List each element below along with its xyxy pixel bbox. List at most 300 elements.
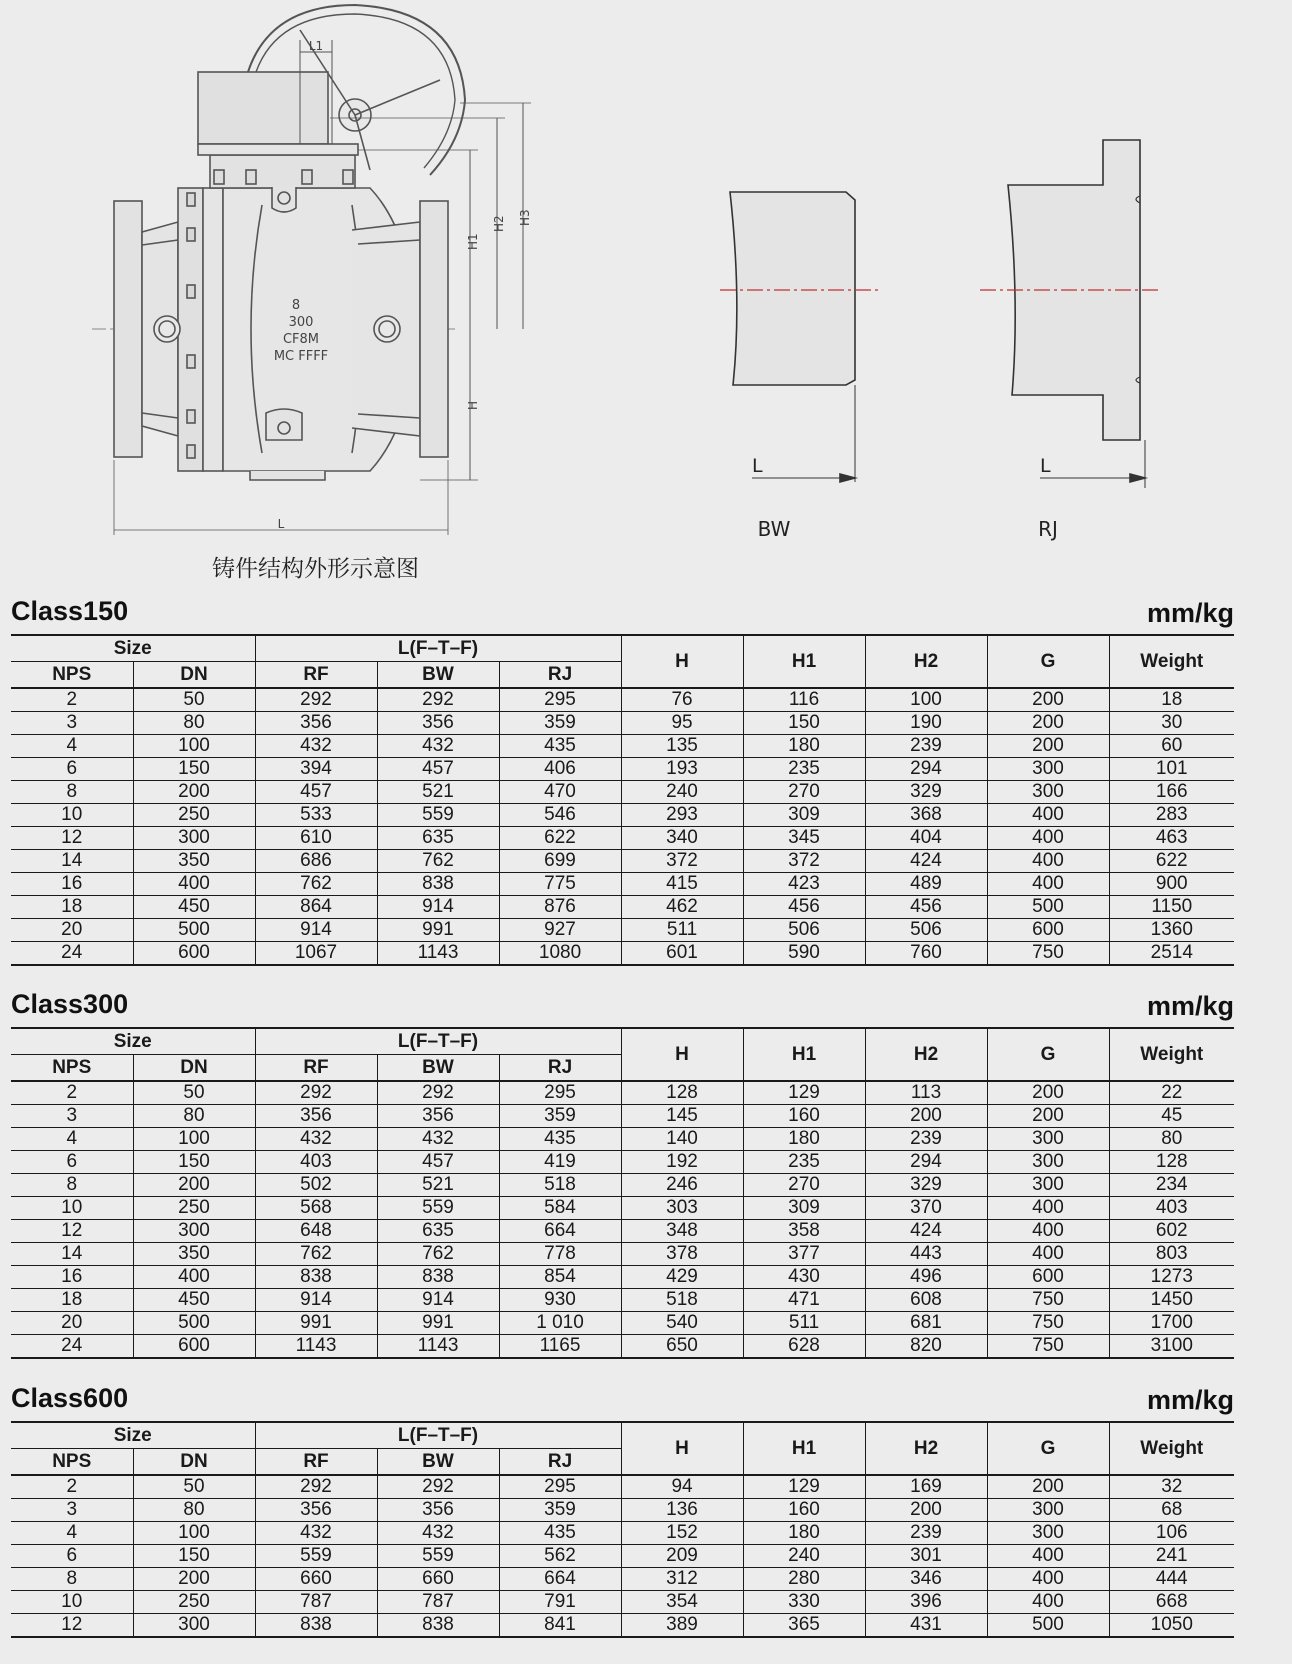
cell-g: 500: [987, 1614, 1109, 1638]
header-h: H: [621, 1028, 743, 1081]
cell-h: 462: [621, 896, 743, 919]
cell-g: 200: [987, 688, 1109, 712]
cell-rj: 359: [499, 1105, 621, 1128]
cell-rf: 292: [255, 1081, 377, 1105]
cell-h: 303: [621, 1197, 743, 1220]
cell-nps: 3: [11, 1105, 133, 1128]
table-row: [11, 1081, 1234, 1105]
cell-h2: 496: [865, 1266, 987, 1289]
cell-h2: 820: [865, 1335, 987, 1359]
cell-dn: 150: [133, 1545, 255, 1568]
cell-nps: 16: [11, 1266, 133, 1289]
cell-weight: 1050: [1109, 1614, 1234, 1638]
cell-nps: 24: [11, 1335, 133, 1359]
unit-label: mm/kg: [1146, 1385, 1234, 1415]
cell-nps: 14: [11, 850, 133, 873]
cell-weight: 106: [1109, 1522, 1234, 1545]
cell-weight: 45: [1109, 1105, 1234, 1128]
cell-rj: 927: [499, 919, 621, 942]
cell-bw: 292: [377, 1475, 499, 1499]
cell-g: 600: [987, 1266, 1109, 1289]
cell-h2: 370: [865, 1197, 987, 1220]
cell-h: 389: [621, 1614, 743, 1638]
cell-bw: 787: [377, 1591, 499, 1614]
body-mark-2: 300: [288, 315, 314, 330]
header-g: G: [987, 1422, 1109, 1475]
cell-h2: 294: [865, 758, 987, 781]
cell-dn: 500: [133, 1312, 255, 1335]
cell-rj: 791: [499, 1591, 621, 1614]
cell-weight: 1150: [1109, 896, 1234, 919]
table-row: [11, 942, 1234, 966]
cell-bw: 521: [377, 1174, 499, 1197]
cell-weight: 1360: [1109, 919, 1234, 942]
cell-g: 400: [987, 1243, 1109, 1266]
cell-nps: 12: [11, 1220, 133, 1243]
cell-h: 601: [621, 942, 743, 966]
cell-bw: 432: [377, 1522, 499, 1545]
cell-h1: 270: [743, 781, 865, 804]
cell-h1: 280: [743, 1568, 865, 1591]
cell-bw: 457: [377, 1151, 499, 1174]
cell-nps: 8: [11, 781, 133, 804]
cell-h: 94: [621, 1475, 743, 1499]
cell-nps: 8: [11, 1568, 133, 1591]
class-title: Class300: [11, 989, 129, 1019]
cell-nps: 10: [11, 1591, 133, 1614]
header-dn: DN: [133, 1449, 255, 1476]
cell-weight: 101: [1109, 758, 1234, 781]
header-rj: RJ: [499, 1449, 621, 1476]
cell-rf: 432: [255, 1522, 377, 1545]
body-mark-1: 8: [291, 298, 301, 313]
cell-g: 300: [987, 1128, 1109, 1151]
cell-rf: 648: [255, 1220, 377, 1243]
cell-h1: 160: [743, 1105, 865, 1128]
bw-label: BW: [757, 517, 791, 541]
cell-h2: 239: [865, 1128, 987, 1151]
cell-rf: 432: [255, 735, 377, 758]
cell-rj: 930: [499, 1289, 621, 1312]
cell-nps: 18: [11, 1289, 133, 1312]
cell-rj: 778: [499, 1243, 621, 1266]
cell-nps: 2: [11, 1081, 133, 1105]
cell-weight: 283: [1109, 804, 1234, 827]
cell-h2: 113: [865, 1081, 987, 1105]
header-l-group: L(F–T–F): [255, 635, 621, 662]
cell-h: 429: [621, 1266, 743, 1289]
cell-rf: 686: [255, 850, 377, 873]
table-row: [11, 1174, 1234, 1197]
cell-h1: 309: [743, 804, 865, 827]
cell-h2: 608: [865, 1289, 987, 1312]
cell-g: 300: [987, 1522, 1109, 1545]
cell-rf: 787: [255, 1591, 377, 1614]
cell-bw: 292: [377, 1081, 499, 1105]
cell-h: 650: [621, 1335, 743, 1359]
table-row: [11, 1220, 1234, 1243]
cell-rf: 838: [255, 1614, 377, 1638]
cell-h: 152: [621, 1522, 743, 1545]
cell-h2: 329: [865, 781, 987, 804]
cell-rj: 359: [499, 712, 621, 735]
cell-weight: 1273: [1109, 1266, 1234, 1289]
pressure-class-section: [11, 594, 1234, 966]
cell-nps: 2: [11, 688, 133, 712]
cell-h: 354: [621, 1591, 743, 1614]
header-dn: DN: [133, 1055, 255, 1082]
header-size: Size: [11, 1422, 255, 1449]
table-row: [11, 1591, 1234, 1614]
cell-weight: 2514: [1109, 942, 1234, 966]
cell-nps: 24: [11, 942, 133, 966]
cell-dn: 500: [133, 919, 255, 942]
cell-nps: 4: [11, 735, 133, 758]
table-row: [11, 758, 1234, 781]
header-weight: Weight: [1109, 1028, 1234, 1081]
cell-nps: 16: [11, 873, 133, 896]
cell-rf: 432: [255, 1128, 377, 1151]
cell-g: 200: [987, 1081, 1109, 1105]
cell-g: 500: [987, 896, 1109, 919]
cell-nps: 4: [11, 1128, 133, 1151]
cell-rf: 838: [255, 1266, 377, 1289]
cell-rj: 841: [499, 1614, 621, 1638]
class-title: Class600: [11, 1383, 129, 1413]
cell-dn: 100: [133, 1128, 255, 1151]
cell-h: 340: [621, 827, 743, 850]
table-row: [11, 1128, 1234, 1151]
cell-rf: 914: [255, 919, 377, 942]
cell-g: 400: [987, 804, 1109, 827]
cell-h: 128: [621, 1081, 743, 1105]
cell-h2: 200: [865, 1499, 987, 1522]
cell-h1: 160: [743, 1499, 865, 1522]
cell-rj: 1080: [499, 942, 621, 966]
cell-dn: 100: [133, 735, 255, 758]
table-row: [11, 688, 1234, 712]
cell-weight: 241: [1109, 1545, 1234, 1568]
cell-h1: 180: [743, 735, 865, 758]
cell-rj: 435: [499, 1522, 621, 1545]
cell-h: 372: [621, 850, 743, 873]
cell-h2: 239: [865, 1522, 987, 1545]
cell-weight: 668: [1109, 1591, 1234, 1614]
cell-rj: 359: [499, 1499, 621, 1522]
cell-weight: 60: [1109, 735, 1234, 758]
cell-nps: 20: [11, 1312, 133, 1335]
table-row: [11, 781, 1234, 804]
cell-h: 348: [621, 1220, 743, 1243]
cell-h2: 489: [865, 873, 987, 896]
cell-dn: 80: [133, 712, 255, 735]
cell-dn: 100: [133, 1522, 255, 1545]
cell-bw: 1143: [377, 1335, 499, 1359]
cell-weight: 403: [1109, 1197, 1234, 1220]
cell-nps: 18: [11, 896, 133, 919]
cell-rf: 292: [255, 1475, 377, 1499]
cell-rf: 864: [255, 896, 377, 919]
cell-g: 600: [987, 919, 1109, 942]
cell-weight: 1700: [1109, 1312, 1234, 1335]
table-row: [11, 1151, 1234, 1174]
cell-h1: 180: [743, 1522, 865, 1545]
cell-h: 511: [621, 919, 743, 942]
header-nps: NPS: [11, 1055, 133, 1082]
dim-l1: L1: [308, 39, 324, 53]
cell-bw: 635: [377, 827, 499, 850]
cell-h1: 330: [743, 1591, 865, 1614]
table-row: [11, 1105, 1234, 1128]
header-rf: RF: [255, 662, 377, 689]
unit-label: mm/kg: [1146, 991, 1234, 1021]
cell-h1: 150: [743, 712, 865, 735]
cell-h: 415: [621, 873, 743, 896]
cell-weight: 900: [1109, 873, 1234, 896]
cell-rf: 1067: [255, 942, 377, 966]
cell-g: 750: [987, 1335, 1109, 1359]
cell-dn: 400: [133, 1266, 255, 1289]
cell-bw: 559: [377, 1545, 499, 1568]
table-row: [11, 1475, 1234, 1499]
header-weight: Weight: [1109, 635, 1234, 688]
drawing-caption: 铸件结构外形示意图: [212, 556, 419, 582]
header-h1: H1: [743, 635, 865, 688]
cell-h2: 239: [865, 735, 987, 758]
cell-h2: 200: [865, 1105, 987, 1128]
cell-dn: 600: [133, 1335, 255, 1359]
cell-h1: 430: [743, 1266, 865, 1289]
cell-rj: 295: [499, 1081, 621, 1105]
dim-h3: H3: [518, 209, 532, 226]
cell-nps: 12: [11, 827, 133, 850]
cell-weight: 602: [1109, 1220, 1234, 1243]
dim-h2: H2: [492, 215, 506, 232]
cell-nps: 3: [11, 1499, 133, 1522]
rj-dim-label: L: [1040, 455, 1051, 477]
cell-h2: 443: [865, 1243, 987, 1266]
cell-bw: 356: [377, 1105, 499, 1128]
table-row: [11, 1499, 1234, 1522]
cell-rf: 403: [255, 1151, 377, 1174]
cell-g: 200: [987, 1475, 1109, 1499]
cell-rf: 292: [255, 688, 377, 712]
cell-rf: 356: [255, 712, 377, 735]
cell-g: 400: [987, 1568, 1109, 1591]
cell-h: 209: [621, 1545, 743, 1568]
header-h: H: [621, 635, 743, 688]
cell-dn: 200: [133, 1174, 255, 1197]
cell-h1: 358: [743, 1220, 865, 1243]
dimension-table: [11, 1027, 1234, 1359]
cell-h1: 365: [743, 1614, 865, 1638]
table-row: [11, 896, 1234, 919]
cell-bw: 762: [377, 1243, 499, 1266]
cell-h2: 431: [865, 1614, 987, 1638]
cell-h2: 404: [865, 827, 987, 850]
cell-rj: 854: [499, 1266, 621, 1289]
cell-h1: 372: [743, 850, 865, 873]
cell-rj: 518: [499, 1174, 621, 1197]
cell-h1: 309: [743, 1197, 865, 1220]
cell-h1: 270: [743, 1174, 865, 1197]
cell-rf: 502: [255, 1174, 377, 1197]
cell-weight: 68: [1109, 1499, 1234, 1522]
cell-g: 750: [987, 1312, 1109, 1335]
cell-rj: 1165: [499, 1335, 621, 1359]
header-h1: H1: [743, 1422, 865, 1475]
header-l-group: L(F–T–F): [255, 1422, 621, 1449]
cell-rf: 610: [255, 827, 377, 850]
cell-weight: 1450: [1109, 1289, 1234, 1312]
cell-h1: 456: [743, 896, 865, 919]
cell-nps: 6: [11, 758, 133, 781]
cell-bw: 762: [377, 850, 499, 873]
cell-h2: 396: [865, 1591, 987, 1614]
header-rj: RJ: [499, 662, 621, 689]
cell-rf: 568: [255, 1197, 377, 1220]
cell-dn: 80: [133, 1499, 255, 1522]
cell-rj: 419: [499, 1151, 621, 1174]
cell-nps: 4: [11, 1522, 133, 1545]
cell-bw: 1143: [377, 942, 499, 966]
cell-g: 400: [987, 873, 1109, 896]
table-row: [11, 919, 1234, 942]
cell-h1: 423: [743, 873, 865, 896]
cell-h: 293: [621, 804, 743, 827]
cell-rf: 762: [255, 873, 377, 896]
cell-g: 400: [987, 1220, 1109, 1243]
cell-h1: 240: [743, 1545, 865, 1568]
cell-bw: 432: [377, 1128, 499, 1151]
cell-dn: 450: [133, 896, 255, 919]
class-title: Class150: [11, 596, 129, 626]
header-size: Size: [11, 1028, 255, 1055]
cell-rj: 435: [499, 1128, 621, 1151]
cell-weight: 30: [1109, 712, 1234, 735]
cell-dn: 200: [133, 781, 255, 804]
cell-dn: 250: [133, 804, 255, 827]
header-rj: RJ: [499, 1055, 621, 1082]
cell-bw: 292: [377, 688, 499, 712]
cell-h: 246: [621, 1174, 743, 1197]
rj-label: RJ: [1038, 517, 1058, 541]
cell-h2: 100: [865, 688, 987, 712]
header-bw: BW: [377, 1449, 499, 1476]
dimension-table: [11, 634, 1234, 966]
cell-h2: 368: [865, 804, 987, 827]
cell-g: 400: [987, 827, 1109, 850]
cell-h1: 628: [743, 1335, 865, 1359]
table-row: [11, 1197, 1234, 1220]
cell-h: 76: [621, 688, 743, 712]
cell-rj: 664: [499, 1568, 621, 1591]
cell-dn: 50: [133, 1475, 255, 1499]
cell-g: 400: [987, 1591, 1109, 1614]
cell-dn: 400: [133, 873, 255, 896]
cell-h1: 129: [743, 1475, 865, 1499]
cell-rj: 622: [499, 827, 621, 850]
pressure-class-section: [11, 987, 1234, 1359]
pressure-class-section: [11, 1381, 1234, 1638]
cell-dn: 250: [133, 1591, 255, 1614]
table-row: [11, 712, 1234, 735]
cell-rf: 533: [255, 804, 377, 827]
header-h: H: [621, 1422, 743, 1475]
cell-h: 136: [621, 1499, 743, 1522]
table-row: [11, 1568, 1234, 1591]
cell-bw: 432: [377, 735, 499, 758]
cell-rj: 562: [499, 1545, 621, 1568]
cell-dn: 50: [133, 1081, 255, 1105]
header-l-group: L(F–T–F): [255, 1028, 621, 1055]
cell-h1: 590: [743, 942, 865, 966]
cell-g: 400: [987, 1545, 1109, 1568]
header-h1: H1: [743, 1028, 865, 1081]
cell-bw: 356: [377, 1499, 499, 1522]
body-mark-4: MC FFFF: [273, 349, 329, 364]
table-row: [11, 1545, 1234, 1568]
cell-h2: 424: [865, 850, 987, 873]
dimension-table: [11, 1421, 1234, 1638]
cell-h1: 129: [743, 1081, 865, 1105]
cell-bw: 635: [377, 1220, 499, 1243]
cell-h1: 471: [743, 1289, 865, 1312]
header-h2: H2: [865, 1028, 987, 1081]
cell-weight: 22: [1109, 1081, 1234, 1105]
cell-dn: 150: [133, 758, 255, 781]
cell-h1: 180: [743, 1128, 865, 1151]
cell-bw: 559: [377, 1197, 499, 1220]
valve-drawing: [0, 0, 1292, 560]
cell-rf: 1143: [255, 1335, 377, 1359]
cell-g: 750: [987, 942, 1109, 966]
header-dn: DN: [133, 662, 255, 689]
cell-h: 140: [621, 1128, 743, 1151]
table-row: [11, 1266, 1234, 1289]
cell-g: 300: [987, 1174, 1109, 1197]
cell-dn: 150: [133, 1151, 255, 1174]
cell-g: 400: [987, 850, 1109, 873]
header-nps: NPS: [11, 1449, 133, 1476]
cell-h: 193: [621, 758, 743, 781]
header-nps: NPS: [11, 662, 133, 689]
cell-weight: 80: [1109, 1128, 1234, 1151]
dim-h: H: [466, 400, 480, 410]
cell-rj: 406: [499, 758, 621, 781]
cell-g: 300: [987, 1151, 1109, 1174]
cell-h1: 235: [743, 758, 865, 781]
cell-bw: 521: [377, 781, 499, 804]
cell-h2: 681: [865, 1312, 987, 1335]
table-row: [11, 1335, 1234, 1359]
cell-nps: 2: [11, 1475, 133, 1499]
cell-g: 400: [987, 1197, 1109, 1220]
cell-h2: 506: [865, 919, 987, 942]
cell-nps: 14: [11, 1243, 133, 1266]
cell-h: 240: [621, 781, 743, 804]
cell-h1: 345: [743, 827, 865, 850]
cell-nps: 8: [11, 1174, 133, 1197]
cell-rf: 394: [255, 758, 377, 781]
cell-rf: 457: [255, 781, 377, 804]
cell-weight: 463: [1109, 827, 1234, 850]
cell-h1: 506: [743, 919, 865, 942]
cell-g: 200: [987, 1105, 1109, 1128]
cell-h: 135: [621, 735, 743, 758]
cell-nps: 3: [11, 712, 133, 735]
cell-rj: 546: [499, 804, 621, 827]
